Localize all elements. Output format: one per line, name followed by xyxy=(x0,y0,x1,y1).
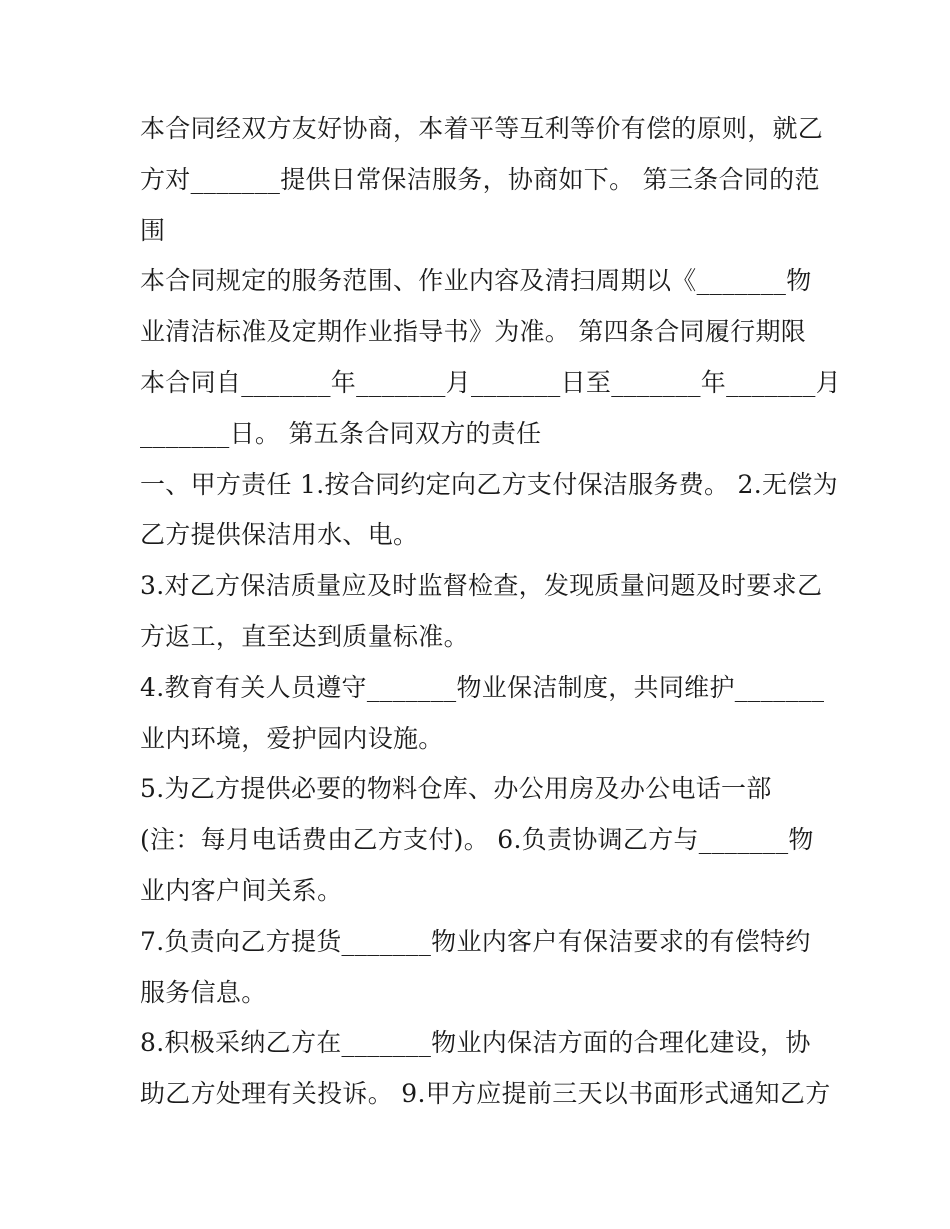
text-line: 4.教育有关人员遵守_______物业保洁制度，共同维护_______ xyxy=(140,672,825,702)
text-line: 5.为乙方提供必要的物料仓库、办公用房及办公电话一部 xyxy=(140,774,772,804)
text-line: 8.积极采纳乙方在_______物业内保洁方面的合理化建设，协 xyxy=(140,1028,811,1058)
document-body xyxy=(140,104,842,1120)
text-line: 围 xyxy=(140,215,166,245)
text-line: 方返工，直至达到质量标准。 xyxy=(140,621,469,651)
text-line: 业清洁标准及定期作业指导书》为准。 第四条合同履行期限 xyxy=(140,317,807,347)
text-line: 本合同经双方友好协商，本着平等互利等价有偿的原则，就乙 xyxy=(140,114,824,143)
text-line: 助乙方处理有关投诉。 9.甲方应提前三天以书面形式通知乙方 xyxy=(140,1079,831,1109)
text-line: 服务信息。 xyxy=(140,977,267,1007)
text-line: (注：每月电话费由乙方支付)。 6.负责协调乙方与_______物 xyxy=(140,825,814,855)
text-line: 方对_______提供日常保洁服务，协商如下。 第三条合同的范 xyxy=(140,164,820,194)
text-line: 一、甲方责任 1.按合同约定向乙方支付保洁服务费。 2.无偿为 xyxy=(140,469,838,499)
text-line: 本合同自_______年_______月_______日至_______年_______月 xyxy=(140,367,842,397)
text-line: 业内客户间关系。 xyxy=(140,875,343,905)
text-line: 乙方提供保洁用水、电。 xyxy=(140,520,419,550)
text-line: 3.对乙方保洁质量应及时监督检查，发现质量问题及时要求乙 xyxy=(140,571,823,601)
text-line: _______日。 第五条合同双方的责任 xyxy=(140,418,542,448)
text-line: 本合同规定的服务范围、作业内容及清扫周期以《_______物 xyxy=(140,266,812,296)
text-line: 7.负责向乙方提货_______物业内客户有保洁要求的有偿特约 xyxy=(140,926,811,956)
text-line: 业内环境，爱护园内设施。 xyxy=(140,723,444,753)
